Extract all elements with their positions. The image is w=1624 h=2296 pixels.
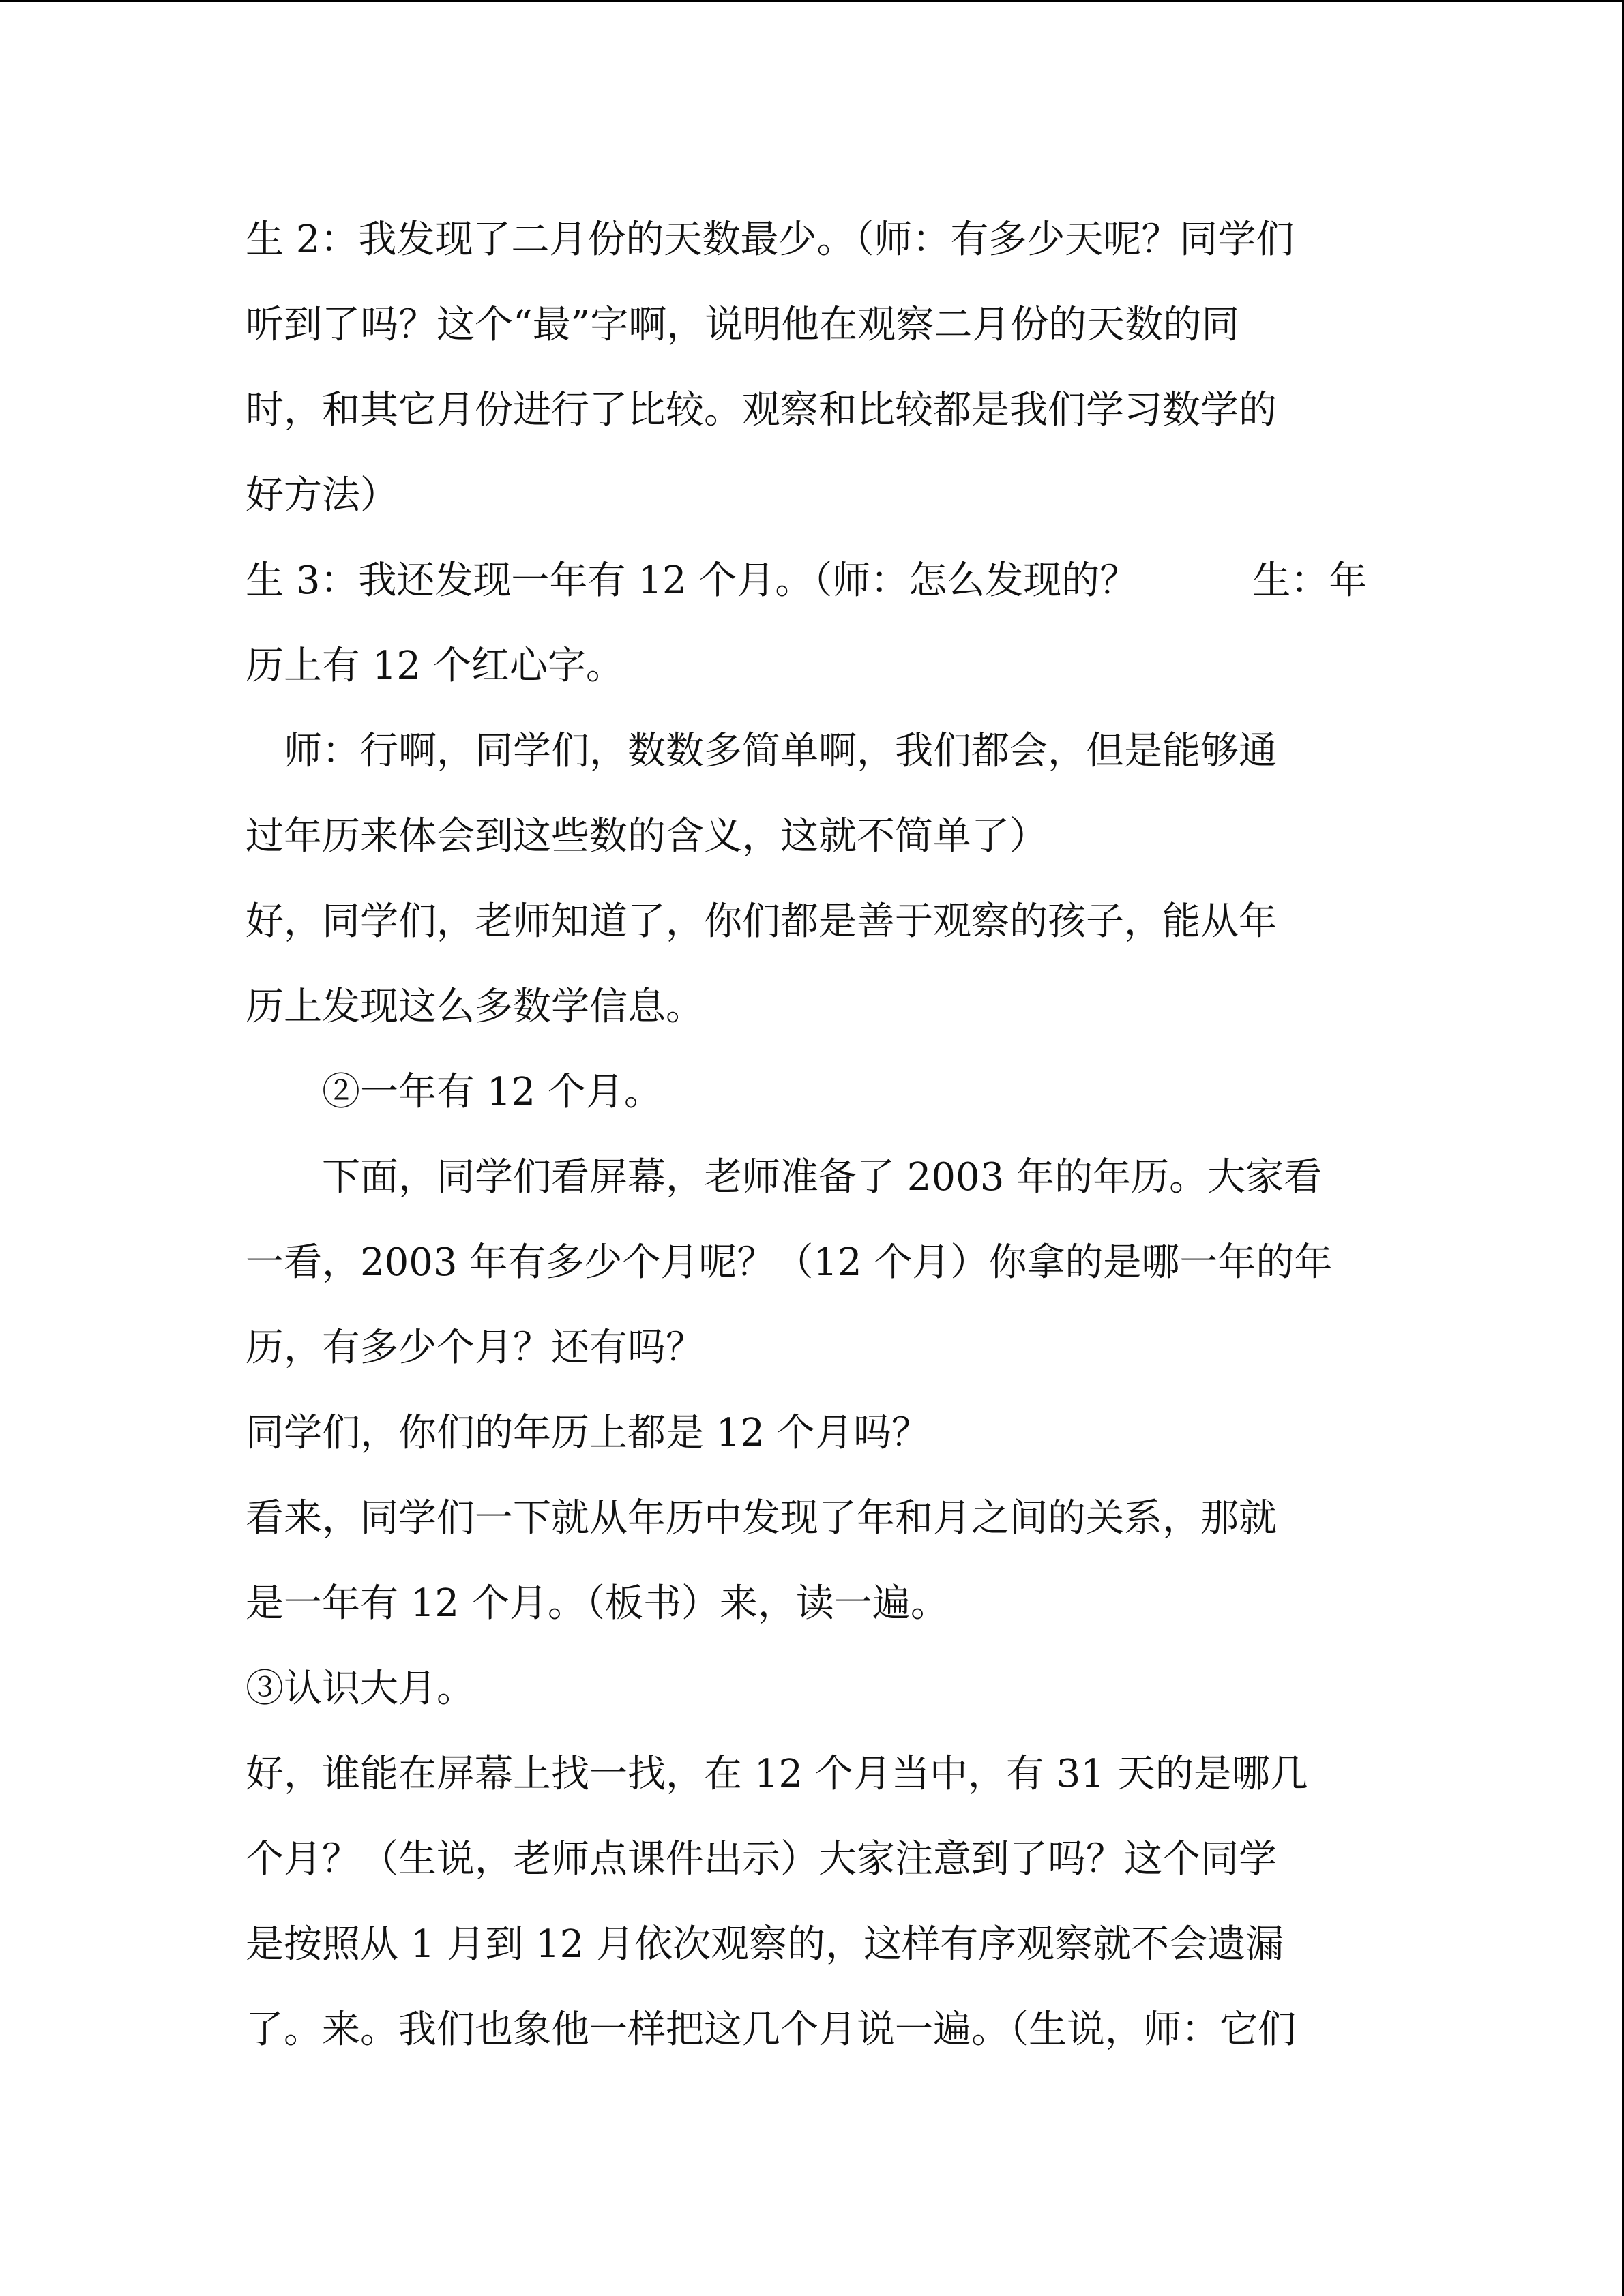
text-line: 下面，同学们看屏幕，老师准备了 2003 年的年历。大家看 <box>246 1155 1323 1199</box>
text-line: 时，和其它月份进行了比较。观察和比较都是我们学习数学的 <box>246 388 1277 432</box>
text-line: 同学们，你们的年历上都是 12 个月吗？ <box>246 1411 930 1455</box>
text-line: 师：行啊，同学们，数数多简单啊，我们都会，但是能够通 <box>246 729 1277 773</box>
text-line: 一看，2003 年有多少个月呢？（12 个月）你拿的是哪一年的年 <box>246 1240 1333 1285</box>
text-line: 了。来。我们也象他一样把这几个月说一遍。（生说，师：它们 <box>246 2008 1296 2052</box>
text-line: 生 2：我发现了二月份的天数最少。（师：有多少天呢？同学们 <box>246 218 1295 262</box>
text-line: 好方法） <box>246 473 398 518</box>
text-line: 生 3：我还发现一年有 12 个月。（师：怎么发现的？ 生：年 <box>246 558 1368 603</box>
text-line: 个月？（生说，老师点课件出示）大家注意到了吗？这个同学 <box>246 1837 1277 1881</box>
text-line: 是一年有 12 个月。（板书）来，读一遍。 <box>246 1581 949 1626</box>
text-line: ②一年有 12 个月。 <box>246 1070 662 1114</box>
text-line: 历上发现这么多数学信息。 <box>246 985 704 1029</box>
text-line: 历，有多少个月？还有吗？ <box>246 1326 704 1370</box>
text-line: 看来，同学们一下就从年历中发现了年和月之间的关系，那就 <box>246 1496 1277 1540</box>
text-line: ③认识大月。 <box>246 1667 475 1711</box>
text-line: 好，同学们，老师知道了，你们都是善于观察的孩子，能从年 <box>246 899 1277 944</box>
text-line: 好，谁能在屏幕上找一找，在 12 个月当中，有 31 天的是哪几 <box>246 1752 1308 1796</box>
text-line: 听到了吗？这个“最”字啊，说明他在观察二月份的天数的同 <box>246 303 1240 347</box>
text-line: 是按照从 1 月到 12 月依次观察的，这样有序观察就不会遗漏 <box>246 1922 1284 1967</box>
text-line: 过年历来体会到这些数的含义，这就不简单了） <box>246 814 1048 859</box>
text-line: 历上有 12 个红心字。 <box>246 644 624 688</box>
